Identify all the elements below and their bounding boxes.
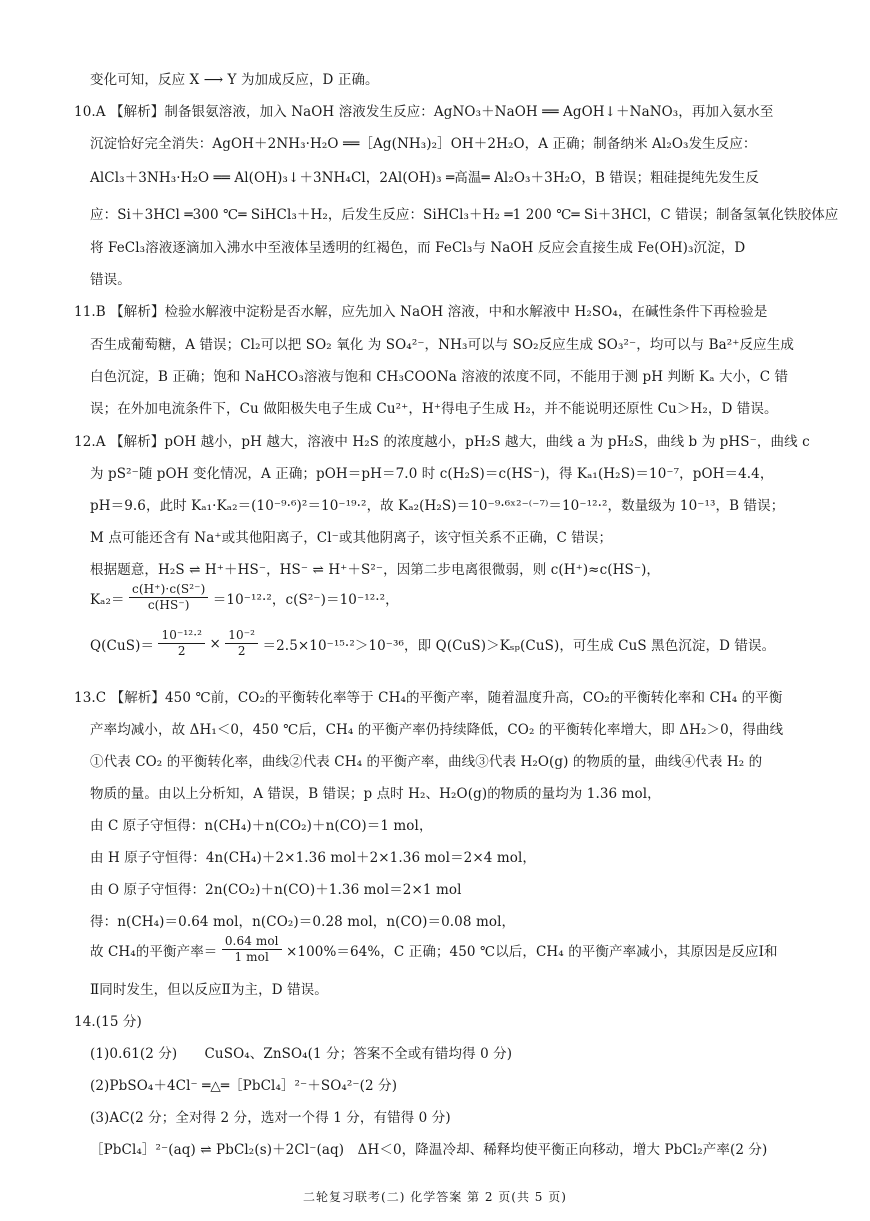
fraction bbox=[222, 934, 282, 965]
text-line: 根据题意，H₂S ⇌ H⁺＋HS⁻，HS⁻ ⇌ H⁺＋S²⁻，因第二步电离很微弱，则 c(H⁺)≈c(HS⁻)， bbox=[90, 562, 661, 578]
text-line-q14: 14.(15 分) bbox=[74, 1014, 142, 1030]
text-line: 产率均减小，故 ΔH₁＜0，450 ℃后，CH₄ 的平衡产率仍持续降低，CO₂ 的平衡转化率增大，即 ΔH₂＞0，得曲线 bbox=[90, 722, 784, 738]
text-line: 应：Si＋3HCl ═300 ℃═ SiHCl₃＋H₂，后发生反应：SiHCl₃＋H₂ ═1 200 ℃═ Si＋3HCl，C 错误；制备氢氧化铁胶体应 bbox=[90, 207, 839, 223]
fraction-numerator: 10⁻¹²·² bbox=[158, 628, 205, 644]
text-line: ［PbCl₄］²⁻(aq) ⇌ PbCl₂(s)＋2Cl⁻(aq) ΔH＜0，降温冷却、稀释均使平衡正向移动，增大 PbCl₂产率(2 分) bbox=[90, 1142, 768, 1158]
text-line: 沉淀恰好完全消失：AgOH＋2NH₃·H₂O ══［Ag(NH₃)₂］OH＋2H₂O，A 正确；制备纳米 Al₂O₃发生反应： bbox=[90, 136, 757, 152]
text-line: M 点可能还含有 Na⁺或其他阳离子，Cl⁻或其他阴离子，该守恒关系不正确，C 错误； bbox=[90, 530, 613, 546]
equation-lhs: Kₐ₂＝ bbox=[90, 591, 125, 608]
fraction-numerator: c(H⁺)·c(S²⁻) bbox=[129, 582, 208, 598]
text-line: (3)AC(2 分；全对得 2 分，选对一个得 1 分，有错得 0 分) bbox=[90, 1110, 451, 1126]
text-line: 由 C 原子守恒得：n(CH₄)＋n(CO₂)＋n(CO)＝1 mol， bbox=[90, 818, 433, 834]
equation-rhs: ＝2.5×10⁻¹⁵·²＞10⁻³⁶，即 Q(CuS)＞Kₛₚ(CuS)，可生成 CuS 黑色沉淀，D 错误。 bbox=[262, 637, 776, 654]
fraction bbox=[129, 582, 208, 613]
fraction-denominator: c(HS⁻) bbox=[147, 598, 190, 612]
fraction-denominator: 2 bbox=[237, 644, 246, 658]
equation-lhs: Q(CuS)＝ bbox=[90, 637, 155, 654]
text-line: ①代表 CO₂ 的平衡转化率，曲线②代表 CH₄ 的平衡产率，曲线③代表 H₂O(g) 的物质的量，曲线④代表 H₂ 的 bbox=[90, 754, 763, 770]
fraction bbox=[225, 628, 258, 659]
equation-rhs: ＝10⁻¹²·²，c(S²⁻)＝10⁻¹²·²， bbox=[212, 591, 399, 608]
fraction-denominator: 2 bbox=[177, 644, 186, 658]
text-line: 否生成葡萄糖，A 错误；Cl₂可以把 SO₂ 氧化 为 SO₄²⁻，NH₃可以与 SO₂反应生成 SO₃²⁻，均可以与 Ba²⁺反应生成 bbox=[90, 337, 794, 353]
text-line-q11: 11.B 【解析】检验水解液中淀粉是否水解，应先加入 NaOH 溶液，中和水解液中 H₂SO₄，在碱性条件下再检验是 bbox=[74, 304, 768, 320]
text-line: 由 O 原子守恒得：2n(CO₂)＋n(CO)＋1.36 mol＝2×1 mol bbox=[90, 882, 462, 898]
text-line: 得：n(CH₄)＝0.64 mol，n(CO₂)＝0.28 mol，n(CO)＝0.08 mol， bbox=[90, 914, 516, 930]
text-line-q13: 13.C 【解析】450 ℃前，CO₂的平衡转化率等于 CH₄的平衡产率，随着温度升高，CO₂的平衡转化率和 CH₄ 的平衡 bbox=[74, 690, 783, 706]
fraction-numerator: 0.64 mol bbox=[222, 934, 282, 950]
equation-q-cus bbox=[90, 628, 800, 659]
equation-ka2 bbox=[90, 582, 800, 613]
equation-lhs: 故 CH₄的平衡产率＝ bbox=[90, 943, 218, 960]
text-line: (2)PbSO₄＋4Cl⁻ ═△═［PbCl₄］²⁻＋SO₄²⁻(2 分) bbox=[90, 1078, 398, 1094]
text-line: 将 FeCl₃溶液逐滴加入沸水中至液体呈透明的红褐色，而 FeCl₃与 NaOH 反应会直接生成 Fe(OH)₃沉淀，D bbox=[90, 240, 746, 256]
text-line-q12: 12.A 【解析】pOH 越小，pH 越大，溶液中 H₂S 的浓度越小，pH₂S 越大，曲线 a 为 pH₂S，曲线 b 为 pHS⁻，曲线 c bbox=[74, 434, 810, 450]
text-line-q10: 10.A 【解析】制备银氨溶液，加入 NaOH 溶液发生反应：AgNO₃＋NaOH ══ AgOH↓＋NaNO₃，再加入氨水至 bbox=[74, 104, 774, 120]
times-sign: × bbox=[209, 635, 221, 652]
equation-ch4-yield bbox=[90, 934, 800, 965]
equation-rhs: ×100%＝64%，C 正确；450 ℃以后，CH₄ 的平衡产率减小，其原因是反应Ⅰ和 bbox=[286, 943, 778, 960]
text-line: 变化可知，反应 X ⟶ Y 为加成反应，D 正确。 bbox=[90, 72, 379, 88]
text-line: 错误。 bbox=[90, 272, 131, 288]
fraction-numerator: 10⁻² bbox=[225, 628, 258, 644]
text-line: Ⅱ同时发生，但以反应Ⅱ为主，D 错误。 bbox=[90, 982, 328, 998]
text-line: 由 H 原子守恒得：4n(CH₄)＋2×1.36 mol＋2×1.36 mol＝2×4 mol， bbox=[90, 850, 537, 866]
text-line: 白色沉淀，B 正确；饱和 NaHCO₃溶液与饱和 CH₃COONa 溶液的浓度不同，不能用于测 pH 判断 Kₐ 大小，C 错 bbox=[90, 369, 789, 385]
text-line: pH＝9.6，此时 Kₐ₁·Kₐ₂＝(10⁻⁹·⁶)²＝10⁻¹⁹·²，故 Kₐ₂(H₂S)＝10⁻⁹·⁶ˣ²⁻⁽⁻⁷⁾＝10⁻¹²·²，数量级为 10⁻¹³，B 错误； bbox=[90, 498, 785, 514]
text-line: AlCl₃＋3NH₃·H₂O ══ Al(OH)₃↓＋3NH₄Cl，2Al(OH)₃ ═高温═ Al₂O₃＋3H₂O，B 错误；粗硅提纯先发生反 bbox=[90, 170, 759, 186]
text-line: 为 pS²⁻随 pOH 变化情况，A 正确；pOH＝pH＝7.0 时 c(H₂S)＝c(HS⁻)，得 Kₐ₁(H₂S)＝10⁻⁷，pOH＝4.4， bbox=[90, 466, 774, 482]
text-line: 物质的量。由以上分析知，A 错误，B 错误；p 点时 H₂、H₂O(g)的物质的量均为 1.36 mol， bbox=[90, 786, 661, 802]
text-line: (1)0.61(2 分) CuSO₄、ZnSO₄(1 分；答案不全或有错均得 0 分) bbox=[90, 1046, 513, 1062]
page-footer: 二轮复习联考(二) 化学答案 第 2 页(共 5 页) bbox=[303, 1190, 567, 1204]
fraction bbox=[158, 628, 205, 659]
fraction-denominator: 1 mol bbox=[234, 950, 269, 964]
text-line: 误；在外加电流条件下，Cu 做阳极失电子生成 Cu²⁺，H⁺得电子生成 H₂，并不能说明还原性 Cu＞H₂，D 错误。 bbox=[90, 401, 778, 417]
